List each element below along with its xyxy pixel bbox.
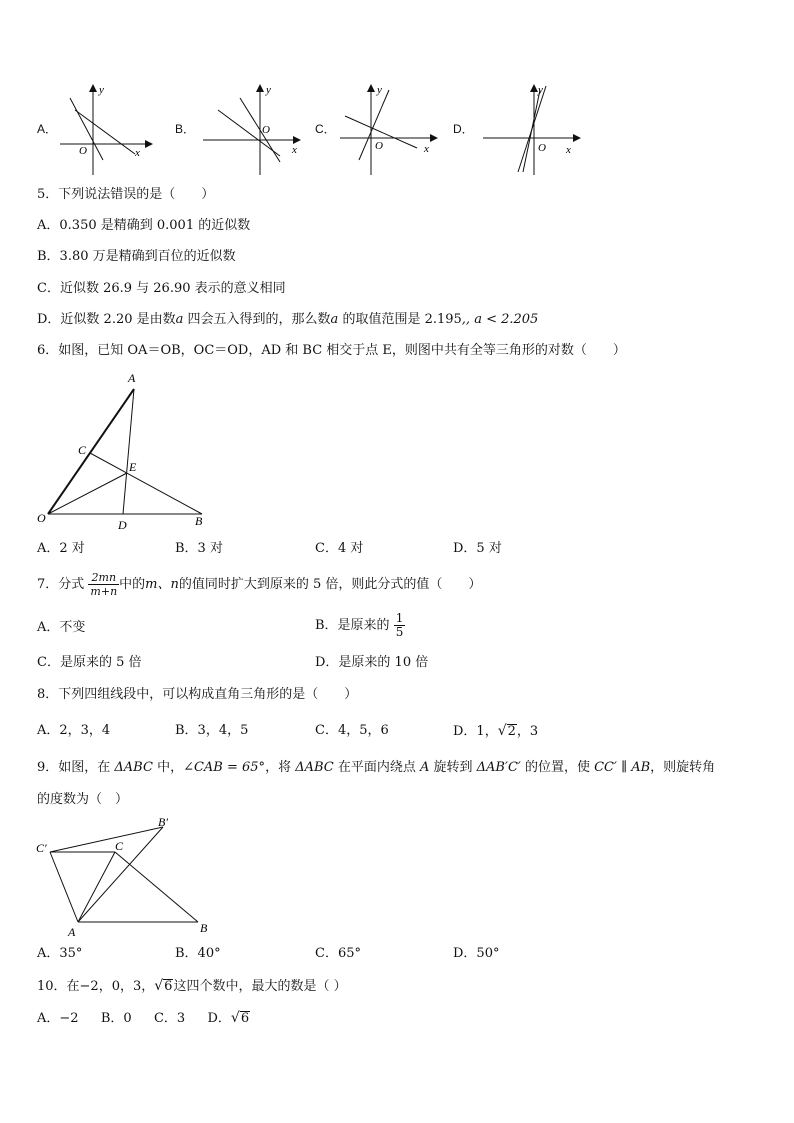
y-axis-arrow	[89, 84, 97, 92]
label-E: E	[129, 460, 137, 474]
q4-option-a-letter: A．	[37, 122, 58, 136]
label-B-prime: B′	[158, 815, 168, 829]
q7-stem-suffix: 的值同时扩大到原来的 5 倍，则此分式的值（ ）	[178, 577, 482, 592]
q4-graph-d	[478, 80, 588, 180]
q9-triangle-abc-2: ΔABC	[295, 760, 334, 775]
q5-option-a: A．0.350 是精确到 0.001 的近似数	[37, 218, 251, 233]
q7-option-d: D．是原来的 10 倍	[315, 655, 429, 670]
q6-option-d: D．5 对	[453, 541, 502, 556]
q7-fraction-denominator: m+n	[90, 585, 118, 598]
y-label: y	[538, 84, 543, 96]
q9-text-4: 在平面内绕点	[333, 760, 420, 775]
line-2	[523, 90, 540, 172]
y-axis-arrow	[530, 84, 538, 92]
q4-graph-a	[55, 80, 155, 180]
label-A: A	[128, 371, 136, 385]
q9-text-5: 旋转到	[429, 760, 477, 775]
q9-text-3: ，将	[265, 760, 296, 775]
q8-option-b: B．3，4，5	[175, 723, 249, 738]
q5-d-mid: 四会五入得到的，那么数	[183, 312, 331, 327]
q6-option-c: C．4 对	[315, 541, 364, 556]
q10-option-d-sqrt-arg: 6	[240, 1011, 250, 1026]
x-axis-arrow	[293, 136, 301, 144]
origin-label: O	[262, 124, 270, 136]
label-D: D	[118, 518, 127, 532]
label-C-prime: C′	[36, 841, 47, 855]
x-axis-arrow	[430, 134, 438, 142]
q10-stem	[37, 978, 347, 995]
origin-label: O	[375, 140, 383, 152]
segment-C1B1	[50, 827, 163, 852]
q7-stem-mid: 中的	[119, 577, 146, 592]
q10-option-c: C．3	[153, 1011, 186, 1026]
segment-OE	[48, 473, 127, 514]
label-C: C	[115, 839, 124, 853]
q6-option-b: B．3 对	[175, 541, 223, 556]
q10-option-b: B．0	[100, 1011, 132, 1026]
q6-stem: 6．如图，已知 OA＝OB，OC＝OD，AD 和 BC 相交于点 E，则图中共有全等三角形的对数（ ）	[37, 343, 626, 358]
y-label: y	[99, 84, 104, 96]
line-1	[359, 90, 389, 160]
q10-options	[37, 1010, 250, 1027]
q8-d-sqrt-arg: 2	[507, 724, 516, 739]
q7-option-b	[315, 608, 405, 644]
segment-OA	[48, 389, 134, 514]
q5-option-d	[37, 312, 538, 328]
q9-option-a: A．35°	[37, 946, 83, 961]
y-axis-arrow	[367, 84, 375, 92]
sqrt-sign: √	[154, 978, 164, 994]
q9-triangle-ab1c1: ΔAB′C′	[476, 760, 521, 775]
origin-label: O	[79, 145, 87, 157]
q8-option-d	[453, 723, 538, 740]
q9-text-7: ，则旋转角	[650, 760, 716, 775]
q9-point-a: A	[420, 760, 430, 775]
q10-option-d-prefix: D．	[207, 1011, 231, 1026]
q9-text-6: 的位置，使	[520, 760, 595, 775]
q5-d-prefix: D．近似数 2.20 是由数	[37, 312, 176, 327]
q9-option-d: D．50°	[453, 946, 500, 961]
q7-fraction	[88, 571, 119, 598]
x-label: x	[566, 144, 571, 156]
q7-stem-prefix: 7．分式	[37, 577, 85, 592]
segment-AD	[123, 389, 134, 514]
q5-d-var1: a	[175, 312, 184, 327]
x-label: x	[292, 144, 297, 156]
q5-d-suffix: 的取值范围是 2.195	[338, 312, 462, 327]
q9-text-2: 中，	[152, 760, 184, 775]
q5-d-cond: ,, a < 2.205	[461, 312, 539, 327]
q5-option-b: B．3.80 万是精确到百位的近似数	[37, 249, 236, 264]
q10-stem-prefix: 10．在−2，0，3，	[37, 979, 155, 994]
q5-d-var2: a	[330, 312, 339, 327]
q8-option-c: C．4，5，6	[315, 723, 389, 738]
q7-stem	[37, 567, 481, 603]
x-axis-arrow	[573, 134, 581, 142]
q4-option-b-letter: B．	[175, 122, 196, 136]
y-axis-arrow	[256, 84, 264, 92]
q7-fraction-numerator: 2mn	[88, 571, 119, 585]
origin-label: O	[538, 142, 546, 154]
q8-stem: 8．下列四组线段中，可以构成直角三角形的是（ ）	[37, 687, 358, 702]
q9-option-c: C．65°	[315, 946, 361, 961]
label-A: A	[68, 925, 76, 939]
y-label: y	[377, 84, 382, 96]
q10-stem-suffix: 这四个数中，最大的数是（ ）	[173, 979, 347, 994]
segment-C1A	[50, 852, 78, 922]
q6-figure	[30, 365, 220, 535]
q9-parallel: CC′ ∥ AB	[594, 760, 651, 775]
label-B: B	[200, 921, 208, 935]
q4-graph-c	[335, 80, 445, 180]
q9-figure	[30, 812, 230, 942]
q10-sqrt-arg: 6	[164, 979, 173, 994]
sqrt-sign: √	[230, 1010, 240, 1026]
q9-stem-line1	[37, 760, 715, 776]
q7-b-denominator: 5	[395, 625, 404, 639]
q7-option-b-fraction	[394, 612, 406, 639]
q4-option-d-letter: D．	[453, 122, 474, 136]
q5-stem: 5．下列说法错误的是（ ）	[37, 187, 215, 202]
x-label: x	[424, 143, 429, 155]
q10-option-a: A．−2	[37, 1011, 79, 1026]
q8-option-a: A．2，3，4	[37, 723, 111, 738]
q7-option-b-prefix: B．是原来的	[315, 618, 390, 633]
q9-triangle-abc: ΔABC	[114, 760, 153, 775]
label-O: O	[37, 511, 46, 525]
label-B: B	[195, 514, 203, 528]
q7-vars: m、n	[145, 577, 179, 592]
q7-option-c: C．是原来的 5 倍	[37, 655, 142, 670]
line-2	[218, 110, 280, 156]
label-C: C	[78, 443, 87, 457]
q6-option-a: A．2 对	[37, 541, 85, 556]
q7-b-numerator: 1	[395, 611, 404, 625]
q9-angle: ∠CAB = 65°	[183, 760, 266, 775]
q9-text-1: 9．如图，在	[37, 760, 115, 775]
sqrt-sign: √	[497, 723, 507, 739]
q5-option-c: C．近似数 26.9 与 26.90 表示的意义相同	[37, 281, 286, 296]
q7-option-a: A．不变	[37, 620, 86, 635]
q9-stem-line2: 的度数为（ ）	[37, 792, 129, 807]
segment-CB	[115, 852, 198, 922]
q8-d-suffix: ，3	[516, 724, 539, 739]
q4-option-c-letter: C．	[315, 122, 336, 136]
q8-d-prefix: D．1，	[453, 724, 498, 739]
x-label: x	[135, 147, 140, 159]
q4-graph-b	[198, 80, 308, 180]
q9-option-b: B．40°	[175, 946, 221, 961]
y-label: y	[266, 84, 271, 96]
x-axis-arrow	[145, 140, 153, 148]
